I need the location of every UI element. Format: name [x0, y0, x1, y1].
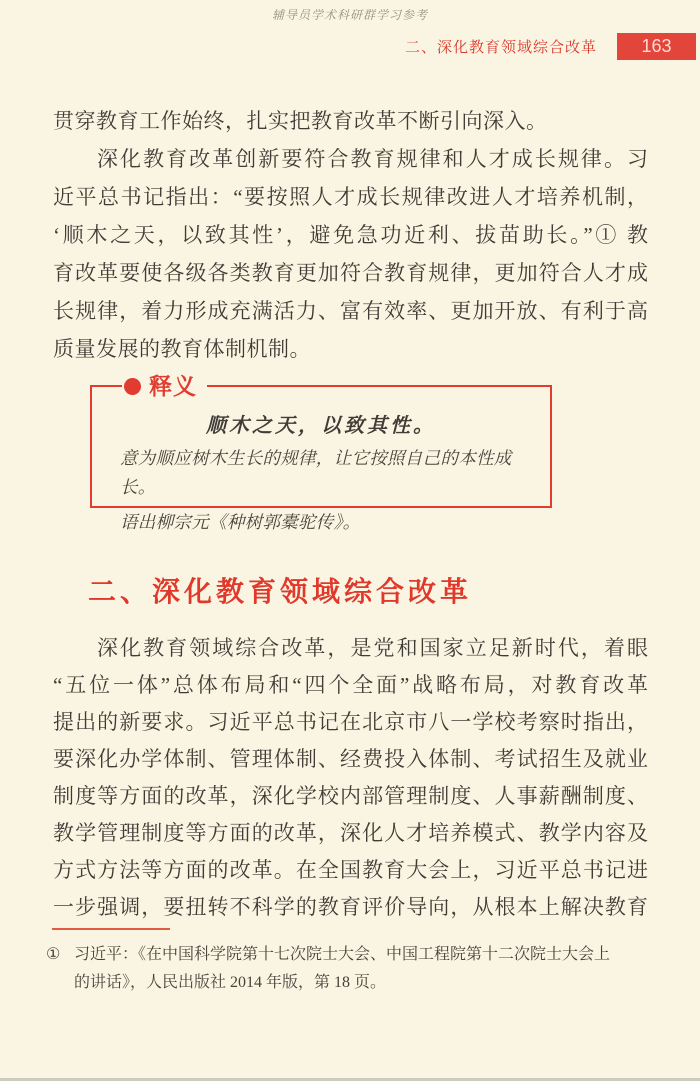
bullet-icon — [124, 378, 141, 395]
body-line: 深化教育改革创新要符合教育规律和人才成长规律。习 — [97, 147, 648, 171]
body-line: 育改革要使各级各类教育更加符合教育规律，更加符合人才成 — [53, 261, 648, 285]
watermark-text: 辅导员学术科研群学习参考 — [271, 8, 428, 22]
body-line: 方式方法等方面的改革。在全国教育大会上，习近平总书记进 — [53, 858, 648, 882]
annotation-quote: 顺木之天，以致其性。 — [206, 415, 436, 437]
body-line: “五位一体”总体布局和“四个全面”战略布局，对教育改革 — [53, 673, 648, 697]
annotation-label-text: 释义 — [149, 373, 197, 399]
body-line: 贯穿教育工作始终，扎实把教育改革不断引向深入。 — [53, 109, 548, 133]
footnote-text — [74, 941, 654, 997]
footnote-line: 习近平：《在中国科学院第十七次院士大会、中国工程院第十二次院士大会上 — [74, 946, 611, 963]
footnote-marker: ① — [46, 946, 61, 963]
body-line: 长规律，着力形成充满活力、富有效率、更加开放、有利于高 — [53, 299, 648, 323]
paragraph-1 — [53, 102, 648, 368]
annotation-explanation-line: 意为顺应树木生长的规律，让它按照自己的本性成长。 — [120, 448, 512, 497]
body-line: 教学管理制度等方面的改革，深化人才培养模式、教学内容及 — [53, 821, 648, 845]
annotation-label — [122, 372, 207, 400]
section-heading: 二、深化教育领域综合改革 — [88, 576, 473, 607]
running-header-title: 二、深化教育领域综合改革 — [404, 39, 597, 56]
annotation-box — [90, 373, 552, 532]
annotation-explanation-line: 语出柳宗元《种树郭橐驼传》。 — [120, 512, 361, 532]
body-line: 深化教育领域综合改革，是党和国家立足新时代，着眼 — [97, 636, 648, 660]
body-line: 质量发展的教育体制机制。 — [53, 337, 311, 361]
footnote-line: 的讲话》，人民出版社 2014 年版，第 18 页。 — [74, 974, 387, 991]
footnote-separator — [52, 928, 170, 930]
footnote — [46, 941, 654, 997]
running-header — [405, 33, 696, 60]
body-line: 近平总书记指出：“要按照人才成长规律改进人才培养机制， — [53, 185, 648, 209]
body-line: 提出的新要求。习近平总书记在北京市八一学校考察时指出， — [53, 710, 648, 734]
paragraph-2 — [53, 630, 648, 926]
body-line: ‘顺木之天，以致其性’，避免急功近利、拔苗助长。”① 教 — [53, 223, 648, 247]
body-line: 一步强调，要扭转不科学的教育评价导向，从根本上解决教育 — [53, 895, 648, 919]
body-line: 要深化办学体制、管理体制、经费投入体制、考试招生及就业 — [53, 747, 648, 771]
body-line: 制度等方面的改革，深化学校内部管理制度、人事薪酬制度、 — [53, 784, 648, 808]
page-number-badge: 163 — [617, 33, 696, 60]
